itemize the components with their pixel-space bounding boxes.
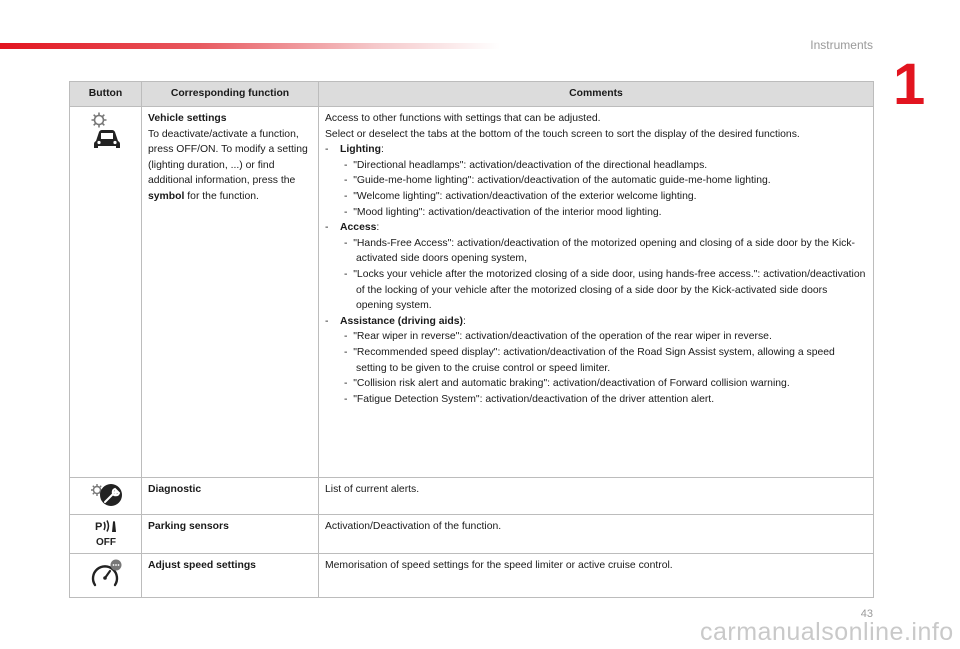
list-item: - "Directional headlamps": activation/deactivation of the directional headlamps. [344,159,708,171]
list-item: - "Welcome lighting": activation/deactivation of the exterior welcome lighting. [344,190,697,202]
list-item: - "Recommended speed display": activation/deactivation of the Road Sign Assist system, allowing a speed setting to be given to the cruise control or speed limiter. [344,346,835,374]
comment-group-access: - Access: [325,222,380,234]
comment-text: Activation/Deactivation of the function. [325,520,502,532]
function-description-tail: for the function. [187,190,259,202]
group-title: Lighting [340,144,381,156]
function-description: To deactivate/activate a function, press OFF/ON. To modify a setting (lighting duration, ...) or find additional information, press the [148,128,308,187]
comments-cell [319,514,874,554]
header-red-bar [0,43,500,49]
comment-group-assistance: - Assistance (driving aids): [325,315,466,327]
comments-cell [319,478,874,515]
header-comments: Comments [319,82,874,107]
header-function: Corresponding function [142,82,319,107]
icon-cell [70,514,142,554]
function-title: Parking sensors [148,520,229,532]
section-title: Instruments [810,38,873,52]
comment-group-lighting: - Lighting: [325,144,384,156]
table-row [70,478,874,515]
list-item: - "Fatigue Detection System": activation/deactivation of the driver attention alert. [344,393,715,405]
comment-intro: Select or deselect the tabs at the bottom of the touch screen to sort the display of the desired functions. [325,128,800,140]
table-row [70,514,874,554]
list-item: - "Hands-Free Access": activation/deactivation of the motorized opening and closing of a side door by the Kick-activated side doors opening system, [344,237,856,265]
table-header-row [70,82,874,107]
icon-cell [70,554,142,598]
function-title: Adjust speed settings [148,560,256,572]
function-cell [142,554,319,598]
diagnostic-icon [88,482,124,508]
group-title: Assistance (driving aids) [340,315,464,327]
table-row [70,554,874,598]
page-number: 43 [860,608,873,620]
chapter-number: 1 [893,52,924,117]
icon-cell [70,478,142,515]
list-item: - "Mood lighting": activation/deactivation of the interior mood lighting. [344,206,662,218]
function-cell [142,478,319,515]
list-item: - "Locks your vehicle after the motorized closing of a side door, using hands-free access.": activation/deactivation of the locking of your vehicle after the motorized closing of a side door by the Kick-activated side doors opening system. [344,268,866,312]
function-symbol-word: symbol [148,190,185,202]
vehicle-settings-icon [89,111,123,151]
list-item: - "Collision risk alert and automatic braking": activation/deactivation of Forward collision warning. [344,378,790,390]
comments-cell [319,107,874,478]
watermark: carmanualsonline.info [700,618,954,646]
function-title: Diagnostic [148,484,202,495]
header-button: Button [70,82,142,107]
function-cell [142,514,319,554]
list-item: - "Rear wiper in reverse": activation/deactivation of the operation of the rear wiper in reverse. [344,331,772,343]
comment-text: List of current alerts. [325,484,420,495]
speed-settings-icon [89,558,123,590]
comment-text: Memorisation of speed settings for the speed limiter or active cruise control. [325,560,673,572]
group-title: Access [340,222,377,234]
table-row [70,107,874,478]
function-title: Vehicle settings [148,113,227,124]
function-cell [142,107,319,478]
off-label: OFF [95,536,116,548]
icon-cell [70,107,142,478]
svg-text:P: P [94,520,102,533]
functions-table [69,81,874,598]
list-item: - "Guide-me-home lighting": activation/deactivation of the automatic guide-me-home lighting. [344,175,771,187]
comments-cell [319,554,874,598]
comment-intro: Access to other functions with settings that can be adjusted. [325,113,601,124]
parking-sensors-off-icon [89,518,123,548]
